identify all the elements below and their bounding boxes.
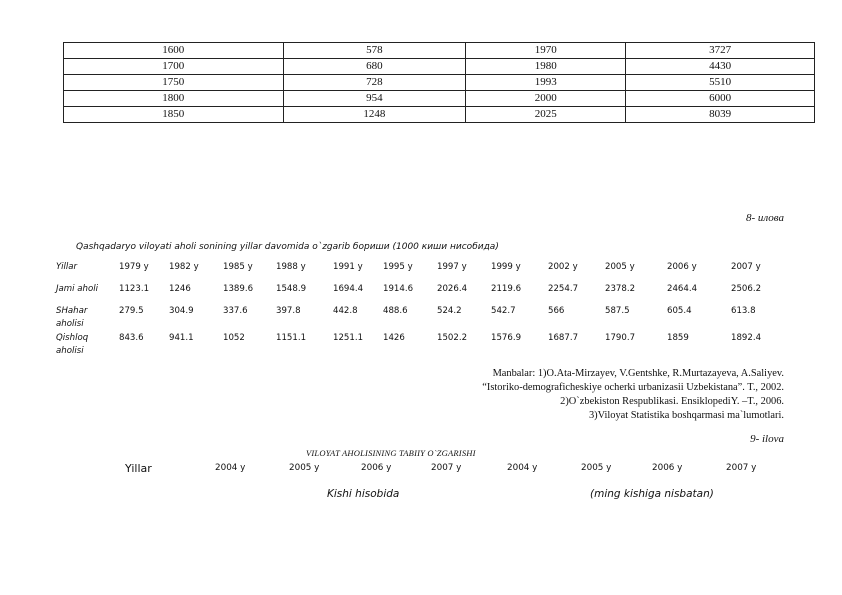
column-header-year: 2002 y bbox=[548, 262, 578, 272]
table-cell: 8039 bbox=[626, 107, 815, 123]
table-cell: 1600 bbox=[64, 43, 284, 59]
table-cell: 3727 bbox=[626, 43, 815, 59]
column-header-year: 2006 y bbox=[361, 463, 392, 473]
table-cell: 613.8 bbox=[731, 306, 756, 316]
table-cell: 279.5 bbox=[119, 306, 144, 316]
column-header-year: 2004 y bbox=[507, 463, 538, 473]
table-cell: 2378.2 bbox=[605, 284, 636, 294]
table-cell: 2025 bbox=[466, 107, 626, 123]
column-header-year: 2005 y bbox=[289, 463, 320, 473]
subheader-persons: Kishi hisobida bbox=[327, 488, 400, 500]
table-cell: 337.6 bbox=[223, 306, 248, 316]
column-header-year: 2007 y bbox=[731, 262, 761, 272]
table-cell: 680 bbox=[283, 59, 466, 75]
table-cell: 1426 bbox=[383, 333, 405, 343]
column-header-years: Yillar bbox=[56, 262, 78, 272]
table-caption-natural-change: VILOYAT AHOLISINING TABIIY O`ZGARISHI bbox=[306, 448, 476, 458]
table-cell: 6000 bbox=[626, 91, 815, 107]
table-cell: 1980 bbox=[466, 59, 626, 75]
source-line: Manbalar: 1)O.Ata-Mirzayev, V.Gentshke, R.Murtazayeva, A.Saliyev. bbox=[492, 368, 784, 379]
table-cell: 566 bbox=[548, 306, 565, 316]
table-cell: 1576.9 bbox=[491, 333, 522, 343]
table-cell: 1694.4 bbox=[333, 284, 364, 294]
source-line: 2)O`zbekiston Respublikasi. EnsiklopediY. –T., 2006. bbox=[560, 396, 784, 407]
column-header-year: 2007 y bbox=[726, 463, 757, 473]
table-cell: 578 bbox=[283, 43, 466, 59]
table-cell: 2464.4 bbox=[667, 284, 698, 294]
table-cell: 1151.1 bbox=[276, 333, 307, 343]
table-cell: 2000 bbox=[466, 91, 626, 107]
table-cell: 1502.2 bbox=[437, 333, 468, 343]
subheader-per-thousand: (ming kishiga nisbatan) bbox=[590, 488, 714, 500]
table-cell: 941.1 bbox=[169, 333, 194, 343]
table-cell: 605.4 bbox=[667, 306, 692, 316]
table-cell: 1251.1 bbox=[333, 333, 364, 343]
table-cell: 1859 bbox=[667, 333, 689, 343]
table-cell: 1246 bbox=[169, 284, 191, 294]
population-history-table bbox=[63, 42, 815, 123]
table-cell: 397.8 bbox=[276, 306, 301, 316]
appendix-label-9: 9- ilova bbox=[750, 433, 784, 445]
table-row bbox=[64, 43, 815, 59]
table-cell: 4430 bbox=[626, 59, 815, 75]
table-cell: 954 bbox=[283, 91, 466, 107]
table-cell: 1892.4 bbox=[731, 333, 762, 343]
table-cell: 1548.9 bbox=[276, 284, 307, 294]
table-cell: 2254.7 bbox=[548, 284, 579, 294]
column-header-year: 1982 y bbox=[169, 262, 199, 272]
table-row bbox=[64, 107, 815, 123]
column-header-year: 1997 y bbox=[437, 262, 467, 272]
source-line: “Istoriko-demograficheskiye ocherki urbanizasii Uzbekistana”. T., 2002. bbox=[482, 382, 784, 393]
table-cell: 1993 bbox=[466, 75, 626, 91]
table-cell: 2506.2 bbox=[731, 284, 762, 294]
table-cell: 587.5 bbox=[605, 306, 630, 316]
appendix-label-8: 8- илова bbox=[745, 212, 784, 224]
table-cell: 1123.1 bbox=[119, 284, 150, 294]
column-header-year: 1985 y bbox=[223, 262, 253, 272]
column-header-year: 2005 y bbox=[581, 463, 612, 473]
column-header-year: 2006 y bbox=[652, 463, 683, 473]
row-label: SHahar bbox=[56, 306, 88, 316]
source-line: 3)Viloyat Statistika boshqarmasi ma`lumotlari. bbox=[588, 410, 784, 421]
table-cell: 1850 bbox=[64, 107, 284, 123]
column-header-year: 2005 y bbox=[605, 262, 635, 272]
table-cell: 1687.7 bbox=[548, 333, 579, 343]
table-cell: 542.7 bbox=[491, 306, 516, 316]
table-cell: 843.6 bbox=[119, 333, 144, 343]
table-caption-population: Qashqadaryo viloyati aholi sonining yillar davomida o`zgarib бориши (1000 киши нисобида) bbox=[76, 242, 499, 252]
table-cell: 524.2 bbox=[437, 306, 462, 316]
table-cell: 1750 bbox=[64, 75, 284, 91]
table-cell: 488.6 bbox=[383, 306, 408, 316]
column-header-year: 2004 y bbox=[215, 463, 246, 473]
table-cell: 1914.6 bbox=[383, 284, 414, 294]
column-header-year: 1979 y bbox=[119, 262, 149, 272]
row-label: Qishloq bbox=[56, 333, 89, 343]
table-cell: 1700 bbox=[64, 59, 284, 75]
table-cell: 1790.7 bbox=[605, 333, 636, 343]
table-cell: 1248 bbox=[283, 107, 466, 123]
row-label-continued: aholisi bbox=[56, 346, 84, 356]
table-cell: 1052 bbox=[223, 333, 245, 343]
column-header-year: 1995 y bbox=[383, 262, 413, 272]
table-cell: 2119.6 bbox=[491, 284, 522, 294]
table-cell: 728 bbox=[283, 75, 466, 91]
table-cell: 1389.6 bbox=[223, 284, 254, 294]
table-cell: 2026.4 bbox=[437, 284, 468, 294]
table-cell: 304.9 bbox=[169, 306, 194, 316]
table-row bbox=[64, 59, 815, 75]
table-row bbox=[64, 75, 815, 91]
row-label: Jami aholi bbox=[56, 284, 99, 294]
table-cell: 1800 bbox=[64, 91, 284, 107]
table-cell: 5510 bbox=[626, 75, 815, 91]
table-row bbox=[64, 91, 815, 107]
column-header-year: 2007 y bbox=[431, 463, 462, 473]
table-cell: 442.8 bbox=[333, 306, 358, 316]
row-label-continued: aholisi bbox=[56, 319, 84, 329]
column-header-year: 1988 y bbox=[276, 262, 306, 272]
column-header-year: 2006 y bbox=[667, 262, 697, 272]
column-header-year: 1991 y bbox=[333, 262, 363, 272]
column-header-years: Yillar bbox=[125, 462, 152, 475]
column-header-year: 1999 y bbox=[491, 262, 521, 272]
table-cell: 1970 bbox=[466, 43, 626, 59]
